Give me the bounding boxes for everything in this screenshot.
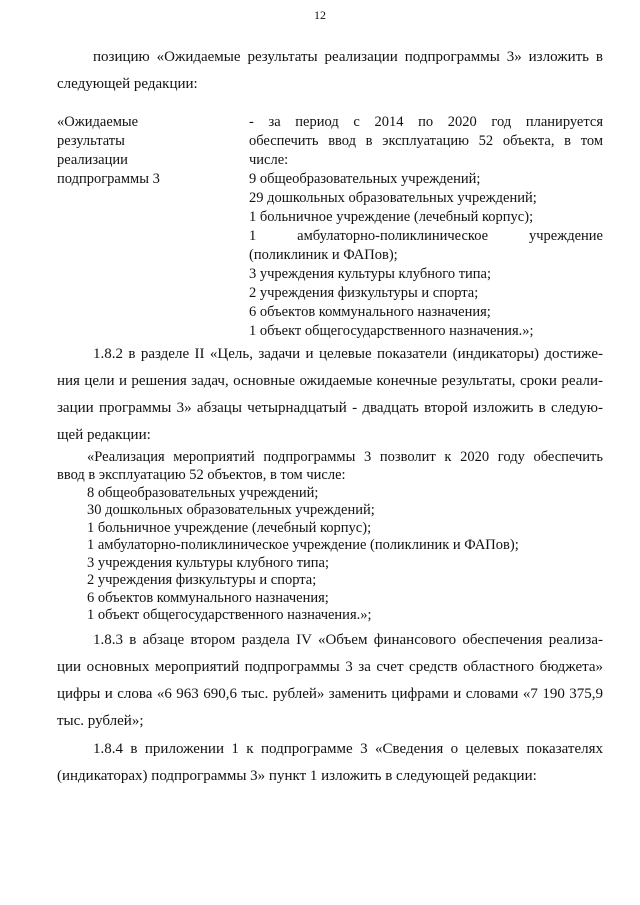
- quote-line: 8 общеобразовательных учреждений;: [87, 484, 319, 501]
- table-value-line: 1 объект общегосударственного назначения.»;: [249, 323, 534, 339]
- paragraph-1-8-4: [57, 736, 603, 790]
- table-value-line: 9 общеобразовательных учреждений;: [249, 171, 481, 187]
- paragraph-line: ции основных мероприятий подпрограммы 3 за счет средств областного бюджета»: [57, 659, 603, 675]
- quote-line: 3 учреждения культуры клубного типа;: [87, 554, 330, 571]
- table-value-line: 2 учреждения физкультуры и спорта;: [249, 285, 479, 301]
- paragraph-line: зации программы 3» абзацы четырнадцатый - двадцать второй изложить в следую-: [57, 400, 603, 416]
- intro-paragraph: [57, 44, 603, 98]
- quote-block-body: [57, 467, 603, 625]
- paragraph-line: цифры и слова «6 963 690,6 тыс. рублей» заменить цифрами и словами «7 190 375,9: [57, 686, 603, 702]
- paragraph-line: щей редакции:: [57, 427, 151, 443]
- table-value-line: - за период с 2014 по 2020 год планируется: [249, 114, 603, 130]
- quote-line: 1 больничное учреждение (лечебный корпус);: [87, 519, 372, 536]
- intro-line-1: позицию «Ожидаемые результаты реализации подпрограммы 3» изложить в: [93, 49, 603, 65]
- page-number: 12: [314, 8, 326, 22]
- table-value-line: 3 учреждения культуры клубного типа;: [249, 266, 492, 282]
- paragraph-1-8-2: [57, 341, 603, 449]
- table-value-line: 29 дошкольных образовательных учреждений;: [249, 190, 537, 206]
- table-label-line: результаты: [57, 133, 125, 149]
- table-label-line: «Ожидаемые: [57, 114, 139, 130]
- quote-line: 6 объектов коммунального назначения;: [87, 589, 329, 606]
- paragraph-line: 1.8.3 в абзаце втором раздела IV «Объем финансового обеспечения реализа-: [93, 632, 603, 648]
- paragraph-line: 1.8.2 в разделе II «Цель, задачи и целевые показатели (индикаторы) достиже-: [93, 346, 603, 362]
- table-value-line: 1 больничное учреждение (лечебный корпус);: [249, 209, 534, 225]
- table-label-column: [57, 113, 227, 189]
- table-value-line: обеспечить ввод в эксплуатацию 52 объекта, в том: [249, 133, 603, 149]
- quote-line: ввод в эксплуатацию 52 объектов, в том числе:: [57, 467, 346, 483]
- table-value-line: числе:: [249, 152, 289, 168]
- table-value-line: (поликлиник и ФАПов);: [249, 247, 398, 263]
- quote-block: [87, 449, 603, 467]
- paragraph-line: 1.8.4 в приложении 1 к подпрограмме 3 «Сведения о целевых показателях: [93, 741, 603, 757]
- paragraph-line: (индикаторах) подпрограммы 3» пункт 1 изложить в следующей редакции:: [57, 768, 537, 784]
- table-value-line: 1 амбулаторно-поликлиническое учреждение: [249, 228, 603, 244]
- table-label-line: реализации: [57, 152, 128, 168]
- paragraph-1-8-3: [57, 627, 603, 735]
- quote-line: 2 учреждения физкультуры и спорта;: [87, 572, 317, 588]
- quote-line: 1 амбулаторно-поликлиническое учреждение (поликлиник и ФАПов);: [87, 537, 519, 553]
- intro-line-2: следующей редакции:: [57, 76, 198, 92]
- quote-line: 1 объект общегосударственного назначения.»;: [87, 607, 372, 623]
- paragraph-line: ния цели и решения задач, основные ожидаемые конечные результаты, сроки реали-: [57, 373, 603, 389]
- table-label-line: подпрограммы 3: [57, 171, 160, 187]
- table-value-line: 6 объектов коммунального назначения;: [249, 304, 491, 320]
- quote-line: 30 дошкольных образовательных учреждений;: [87, 502, 375, 518]
- table-value-column: [249, 113, 603, 341]
- quote-line: «Реализация мероприятий подпрограммы 3 позволит к 2020 году обеспечить: [87, 449, 603, 465]
- paragraph-line: тыс. рублей»;: [57, 713, 144, 729]
